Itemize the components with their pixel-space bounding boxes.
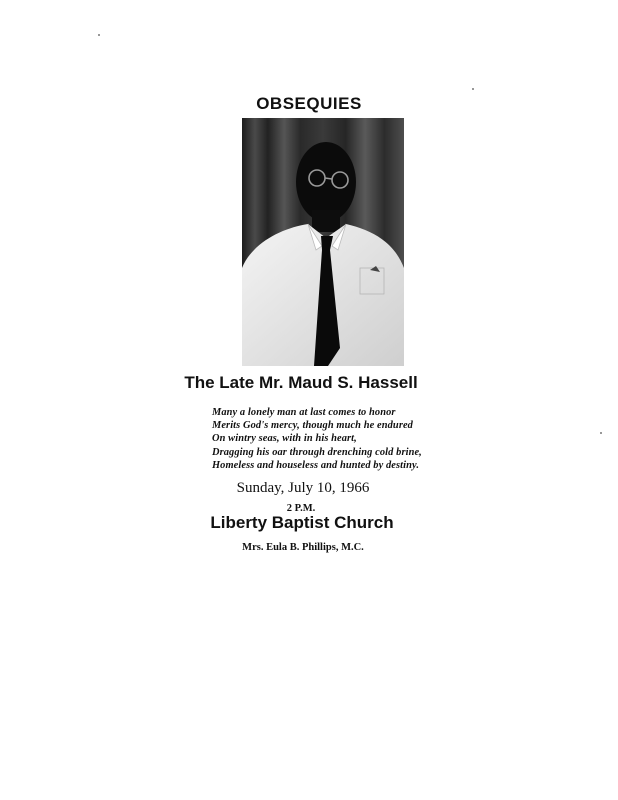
poem-line: Homeless and houseless and hunted by destiny. (212, 459, 420, 471)
scan-speck (98, 34, 100, 36)
poem-line: Dragging his oar through drenching cold brine, (212, 446, 422, 458)
poem-line: On wintry seas, with in his heart, (212, 433, 357, 445)
deceased-name: The Late Mr. Maud S. Hassell (184, 373, 418, 392)
portrait-photo (242, 118, 404, 366)
service-time: 2 P.M. (286, 503, 316, 514)
master-of-ceremonies: Mrs. Eula B. Phillips, M.C. (242, 542, 364, 553)
service-date: Sunday, July 10, 1966 (236, 480, 370, 496)
scan-speck (600, 432, 602, 434)
poem-line: Many a lonely man at last comes to honor (212, 407, 396, 418)
portrait-image (242, 118, 404, 366)
service-location: Liberty Baptist Church (210, 513, 394, 532)
scan-speck (472, 88, 474, 90)
page-title: OBSEQUIES (256, 94, 362, 113)
poem-line: Merits God's mercy, though much he endured (212, 420, 413, 432)
memorial-poem (212, 406, 512, 472)
